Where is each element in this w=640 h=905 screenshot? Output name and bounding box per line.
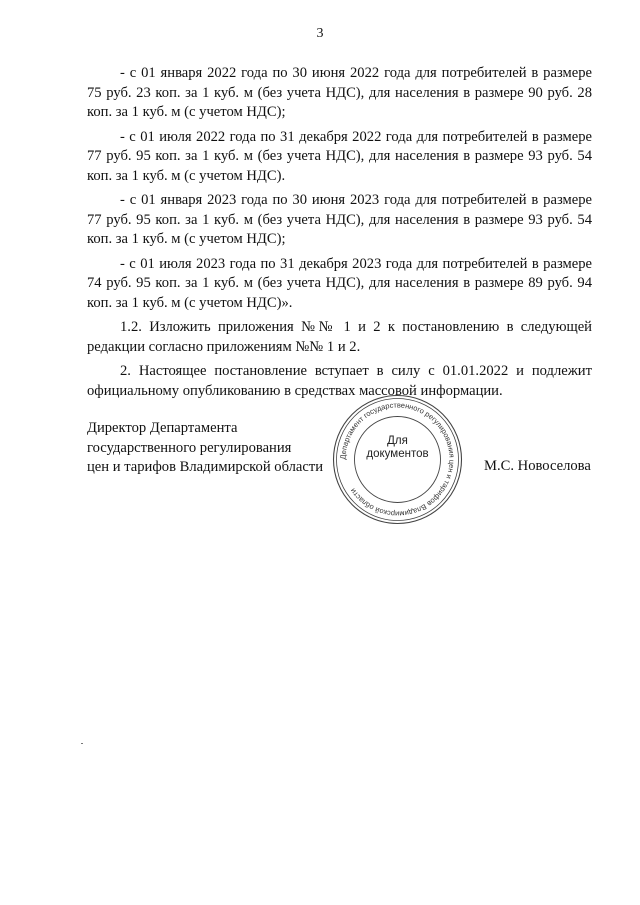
tariff-period-2023-h2: - с 01 июля 2023 года по 31 декабря 2023 года для потребителей в размере 74 руб. 95 коп. за 1 куб. м (без учета НДС), для населения в размере 89 руб. 94 коп. за 1 куб. м (с учетом НДС)».: [87, 255, 592, 311]
document-body: [87, 64, 592, 406]
official-stamp: [330, 392, 465, 527]
signatory-name: М.С. Новоселова: [484, 458, 591, 474]
stamp-center-line: документов: [366, 448, 429, 460]
scan-artifact: [81, 743, 83, 744]
tariff-period-2022-h2: - с 01 июля 2022 года по 31 декабря 2022 года для потребителей в размере 77 руб. 95 коп. за 1 куб. м (без учета НДС), для населения в размере 93 руб. 54 коп. за 1 куб. м (с учетом НДС).: [87, 128, 592, 184]
page-number: 3: [316, 26, 324, 41]
tariff-period-2023-h1: - с 01 января 2023 года по 30 июня 2023 года для потребителей в размере 77 руб. 95 коп. за 1 куб. м (без учета НДС), для населения в размере 93 руб. 54 коп. за 1 куб. м (с учетом НДС);: [87, 192, 592, 247]
signatory-title-line: цен и тарифов Владимирской области: [87, 459, 324, 475]
tariff-period-2022-h1: - с 01 января 2022 года по 30 июня 2022 года для потребителей в размере 75 руб. 23 коп. за 1 куб. м (без учета НДС), для населения в размере 90 руб. 28 коп. за 1 куб. м (с учетом НДС);: [87, 65, 592, 120]
clause-2: 2. Настоящее постановление вступает в силу с 01.01.2022 и подлежит официальному опубликованию в средствах массовой информации.: [87, 363, 592, 399]
clause-1-2: 1.2. Изложить приложения №№ 1 и 2 к постановлению в следующей редакции согласно приложениям №№ 1 и 2.: [87, 319, 592, 355]
stamp-center-line: Для: [387, 435, 408, 447]
signatory-title-line: государственного регулирования: [87, 439, 292, 456]
stamp-ring-text: Департамент государственного регулирования цен и тарифов Владимирской области: [338, 400, 457, 519]
signatory-title: [87, 419, 323, 478]
signatory-title-line: Директор Департамента: [87, 420, 238, 436]
stamp-center: [330, 435, 465, 461]
